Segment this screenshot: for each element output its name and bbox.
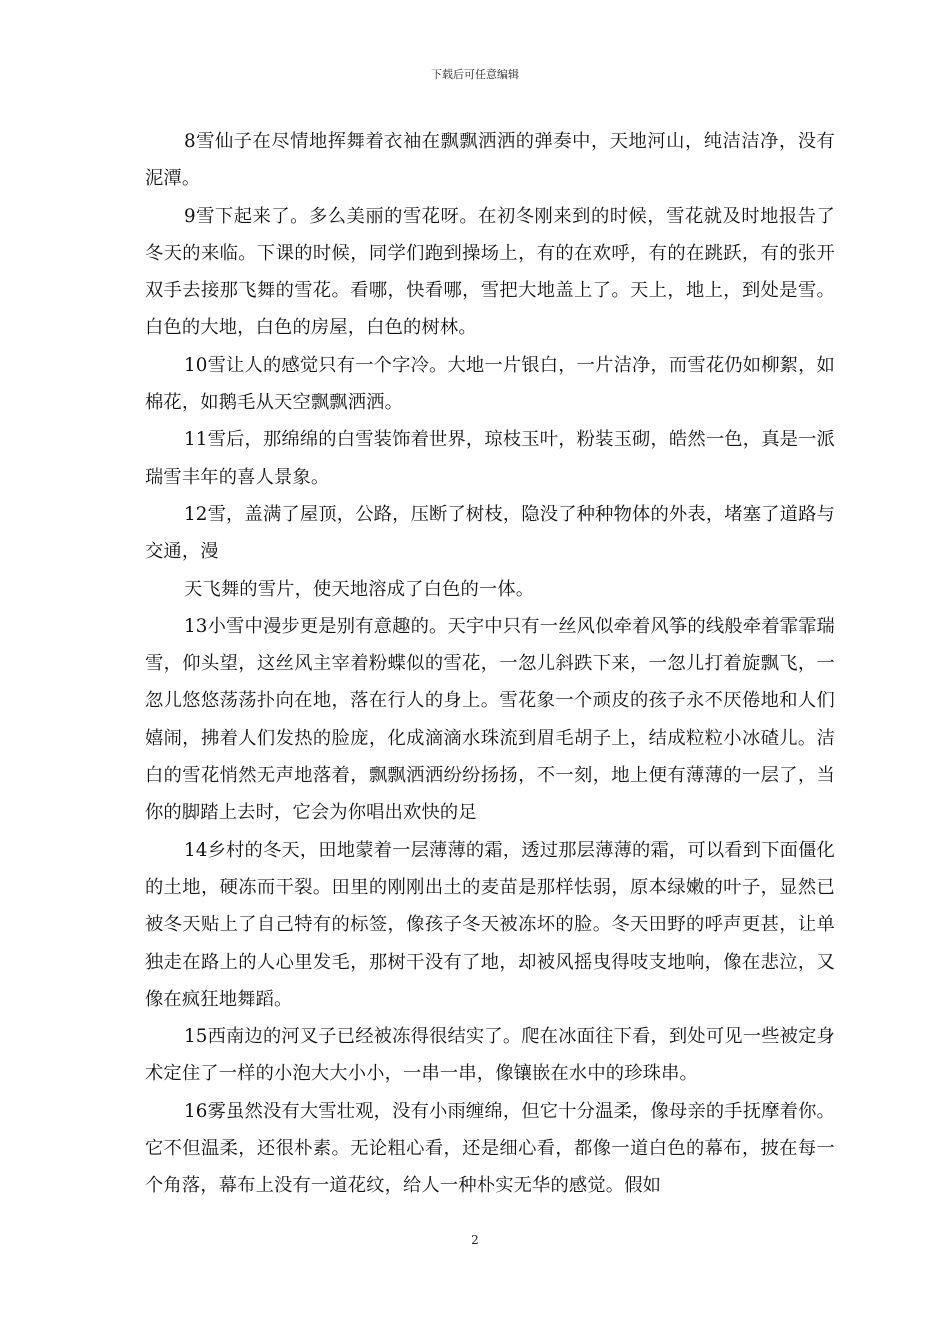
paragraph-14: 14乡村的冬天，田地蒙着一层薄薄的霜，透过那层薄薄的霜，可以看到下面僵化的土地，硬冻而干裂。田里的刚刚出土的麦苗是那样怯弱，原本绿嫩的叶子，显然已被冬天贴上了自己特有的标签，像孩子冬天被冻坏的脸。冬天田野的呼声更甚，让单独走在路上的人心里发毛，那树干没有了地，却被风摇曳得吱支地响，像在悲泣，又像在疯狂地舞蹈。	[145, 839, 835, 1010]
document-body	[145, 123, 835, 1205]
paragraph-13: 13小雪中漫步更是别有意趣的。天宇中只有一丝风似牵着风筝的线般牵着霏霏瑞雪，仰头望，这丝风主宰着粉蝶似的雪花，一忽儿斜跌下来，一忽儿打着旋飘飞，一忽儿悠悠荡荡扑向在地，落在行人的身上。雪花象一个顽皮的孩子永不厌倦地和人们嬉闹，拂着人们发热的脸庞，化成滴滴水珠流到眉毛胡子上，结成粒粒小冰碴儿。洁白的雪花悄然无声地落着，飘飘洒洒纷纷扬扬，不一刻，地上便有薄薄的一层了，当你的脚踏上去时，它会为你唱出欢快的足	[145, 615, 835, 824]
paragraph-12-continued: 天飞舞的雪片，使天地溶成了白色的一体。	[184, 578, 535, 600]
page-number: 2	[471, 1233, 479, 1247]
paragraph-9: 9雪下起来了。多么美丽的雪花呀。在初冬刚来到的时候，雪花就及时地报告了冬天的来临。下课的时候，同学们跑到操场上，有的在欢呼，有的在跳跃，有的张开双手去接那飞舞的雪花。看哪，快看哪，雪把大地盖上了。天上，地上，到处是雪。白色的大地，白色的房屋，白色的树林。	[145, 205, 835, 339]
paragraph-8: 8雪仙子在尽情地挥舞着衣袖在飘飘洒洒的弹奏中，天地河山，纯洁洁净，没有泥潭。	[145, 131, 835, 190]
paragraph-11: 11雪后，那绵绵的白雪装饰着世界，琼枝玉叶，粉装玉砌，皓然一色，真是一派瑞雪丰年的喜人景象。	[145, 429, 835, 488]
paragraph-16: 16雾虽然没有大雪壮观，没有小雨缠绵，但它十分温柔，像母亲的手抚摩着你。它不但温柔，还很朴素。无论粗心看，还是细心看，都像一道白色的幕布，披在每一个角落，幕布上没有一道花纹，给人一种朴实无华的感觉。假如	[145, 1100, 835, 1197]
paragraph-15: 15西南边的河叉子已经被冻得很结实了。爬在冰面往下看，到处可见一些被定身术定住了一样的小泡大大小小，一串一串，像镶嵌在水中的珍珠串。	[145, 1026, 835, 1085]
paragraph-12: 12雪，盖满了屋顶，公路，压断了树枝，隐没了种种物体的外表，堵塞了道路与交通，漫	[145, 503, 835, 563]
paragraph-10: 10雪让人的感觉只有一个字冷。大地一片银白，一片洁净，而雪花仍如柳絮，如棉花，如鹅毛从天空飘飘洒洒。	[145, 354, 835, 414]
page-header: 下载后可任意编辑	[431, 68, 519, 81]
